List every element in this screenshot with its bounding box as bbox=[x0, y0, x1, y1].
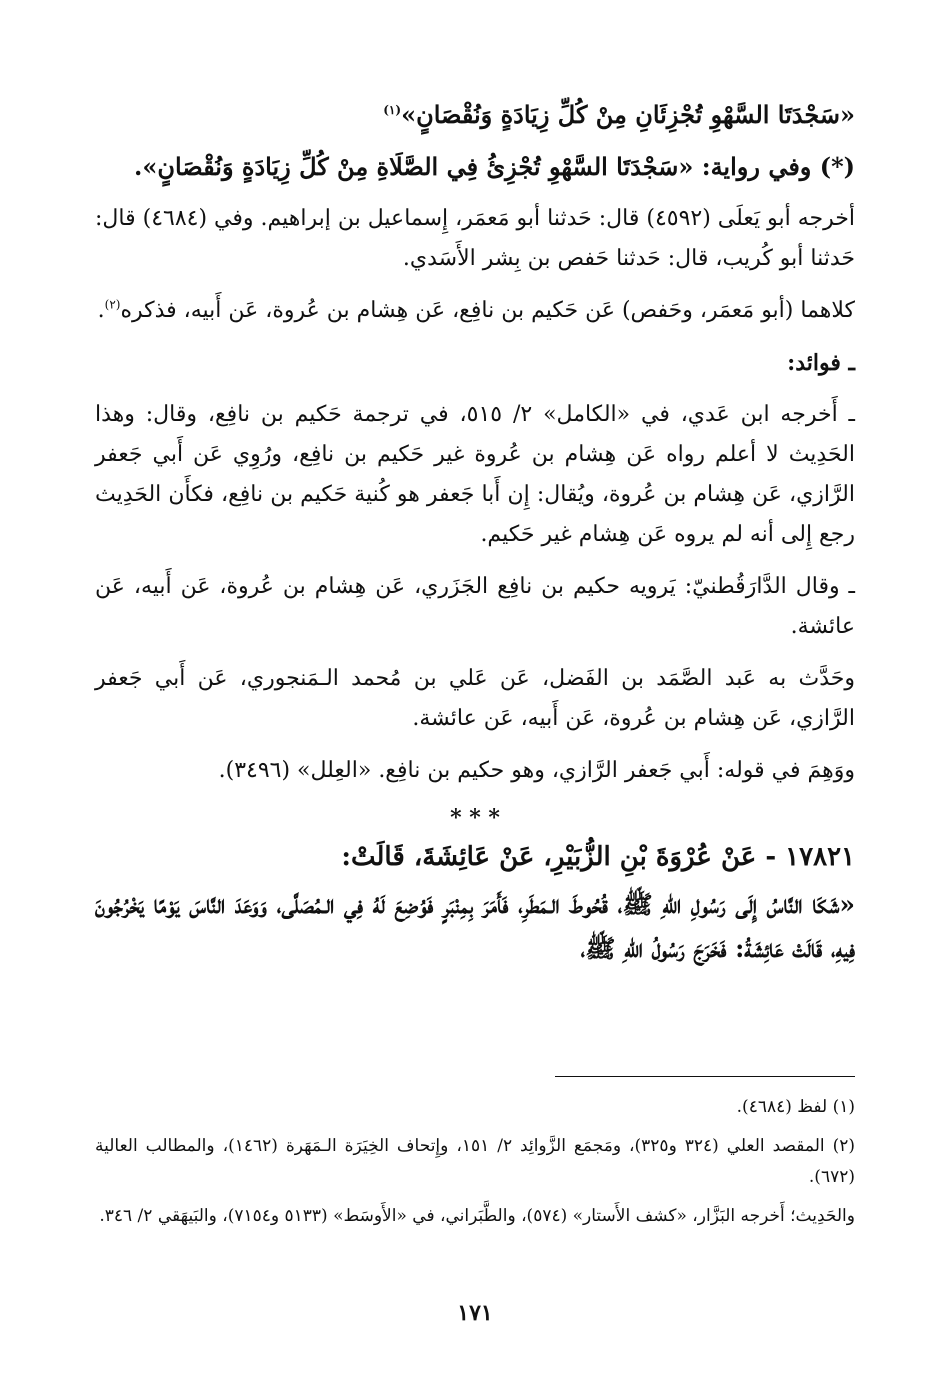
takhrij-paragraph: أخرجه أبو يَعلَى (٤٥٩٢) قال: حَدثنا أبو مَعمَر، إِسماعيل بن إبراهيم. وفي (٤٦٨٤) قال: حَدثنا أبو كُريب، قال: حَدثنا حَفص بن بِشر الأَسَدي. bbox=[95, 206, 855, 271]
page bbox=[95, 95, 855, 983]
hadith-body: «شَكَا النَّاسُ إِلَى رَسُولِ اللهِ ﷺ، قُحُوطَ الـمَطَرِ، فَأَمَرَ بِمِنْبَرٍ فَوُضِعَ لَهُ فِي الـمُصَلَّى، وَوَعَدَ النَّاسَ يَوْمًا يَخْرُجُونَ فِيهِ، قَالَتْ عَائِشَةُ: فَخَرَجَ رَسُولُ اللهِ ﷺ، bbox=[95, 890, 855, 963]
chain-end: . bbox=[97, 298, 105, 323]
main-text bbox=[95, 95, 855, 971]
footnote-1: (١) لفظ (٤٦٨٤). bbox=[736, 1097, 855, 1117]
chain-text: كلاهما (أبو مَعمَر، وحَفص) عَن حَكيم بن نافِع، عَن هِشام بن عُروة، عَن أَبيه، فذكره bbox=[120, 298, 855, 323]
error-note-paragraph: ووَهِمَ في قوله: أَبي جَعفر الرَّازي، وهو حكيم بن نافِع. «العِلل» (٣٤٩٦). bbox=[218, 758, 855, 783]
hadith-text-1 bbox=[95, 95, 855, 135]
footnote-2: (٢) المقصد العلي (٣٢٤ و٣٢٥)، ومَجمَع الزَّوائِد ٢/ ١٥١، وإِتحاف الخِيَرَة الـمَهَرة (١٤٦٢)، والمطالب العالية (٦٧٢). bbox=[95, 1136, 856, 1187]
section-separator: * * * bbox=[450, 805, 500, 831]
narration-paragraph: وحَدَّث به عَبد الصَّمَد بن الفَضل، عَن عَلي بن مُحمد الـمَنجوري، عَن أَبي جَعفر الرَّازي، عَن هِشام بن عُروة، عَن أَبيه، عَن عائشة. bbox=[95, 666, 855, 731]
ibn-adi-paragraph: ـ أَخرجه ابن عَدي، في «الكامل» ٢/ ٥١٥، في ترجمة حَكيم بن نافِع، وقال: وهذا الحَدِيث لا أعلم رواه عَن هِشام بن عُروة غير حَكيم بن نافِع، ورُوِي عَن أَبي جَعفر الرَّازي، عَن هِشام بن عُروة، ويُقال: إِن أَبا جَعفر هو كُنية حَكيم بن نافِع، فكأَن الحَدِيث رجع إِلى أنه لم يروه عَن هِشام غير حَكيم. bbox=[95, 402, 856, 547]
benefits-heading: ـ فوائد: bbox=[787, 350, 855, 376]
footnote-3: والحَدِيث؛ أَخرجه البَزَّار، «كشف الأَستار» (٥٧٤)، والطَّبَراني، في «الأَوسَط» (٥١٣٣ و٧١٥٤)، والبَيهَقي ٢/ ٣٤٦. bbox=[99, 1206, 855, 1226]
chain-paragraph bbox=[95, 291, 855, 331]
footnote-divider bbox=[555, 1076, 855, 1077]
hadith-line: «سَجْدَتَا السَّهْوِ تُجْزِئَانِ مِنْ كُلِّ زِيَادَةٍ وَنُقْصَانٍ» bbox=[401, 100, 855, 129]
footnote-ref-2: (٢) bbox=[104, 297, 121, 312]
narration-variant: (*) وفي رواية: «سَجْدَتَا السَّهْوِ تُجْزِئُ فِي الصَّلَاةِ مِنْ كُلِّ زِيَادَةٍ وَنُقْصَانٍ». bbox=[134, 152, 855, 181]
page-number: ١٧١ bbox=[457, 1300, 493, 1326]
daraqutni-paragraph: ـ وقال الدَّارَقُطنيّ: يَرويه حكيم بن نافِع الجَزَري، عَن هِشام بن عُروة، عَن أَبيه، عَن عائشة. bbox=[95, 574, 855, 639]
footnote-ref-1: (١) bbox=[383, 103, 402, 117]
footnotes bbox=[95, 1092, 855, 1240]
hadith-number-heading: ١٧٨٢١ - عَنْ عُرْوَةَ بْنِ الزُّبَيْرِ، عَنْ عَائِشَةَ، قَالَتْ: bbox=[341, 842, 855, 872]
